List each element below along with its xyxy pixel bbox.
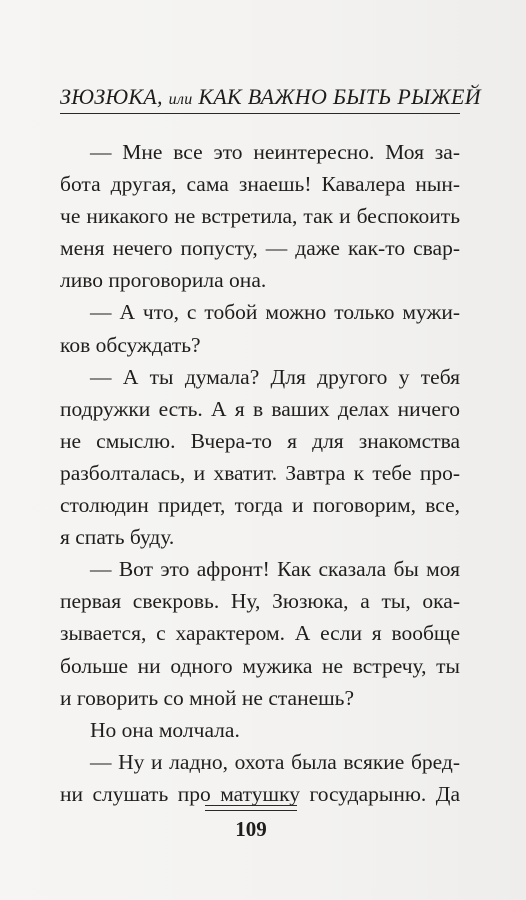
text-line: — Ну и ладно, охота была всякие бред- bbox=[90, 749, 460, 774]
body-text bbox=[60, 136, 460, 810]
running-head-title: ЗЮЗЮКА, bbox=[60, 84, 169, 109]
text-line: я спать буду. bbox=[60, 525, 175, 550]
page-number: 109 bbox=[235, 817, 267, 841]
running-head bbox=[60, 84, 481, 110]
text-line: бота другая, сама знаешь! Кавалера нын- bbox=[60, 172, 460, 197]
text-line: столюдин придет, тогда и поговорим, все, bbox=[60, 493, 460, 518]
header-rule bbox=[60, 113, 460, 114]
text-line: первая свекровь. Ну, Зюзюка, а ты, ока- bbox=[60, 589, 460, 614]
text-line: не смыслю. Вчера-то я для знакомства bbox=[60, 428, 460, 453]
text-line: че никакого не встретила, так и беспокоить bbox=[60, 204, 460, 229]
text-line: Но она молчала. bbox=[90, 717, 240, 742]
text-line: подружки есть. А я в ваших делах ничего bbox=[60, 396, 460, 421]
folio-rule-top bbox=[205, 805, 297, 806]
running-head-subtitle: КАК ВАЖНО БЫТЬ РЫЖЕЙ bbox=[192, 84, 481, 109]
running-head-connector: или bbox=[168, 91, 193, 108]
text-line: — А что, с тобой можно только мужи- bbox=[90, 300, 460, 325]
text-line: — Вот это афронт! Как сказала бы моя bbox=[90, 557, 460, 582]
text-line: и говорить со мной не станешь? bbox=[60, 685, 355, 710]
folio-rule-bottom bbox=[205, 810, 297, 811]
text-line: меня нечего попусту, — даже как-то свар- bbox=[60, 236, 460, 261]
text-line: — А ты думала? Для другого у тебя bbox=[90, 364, 460, 389]
text-line: ливо проговорила она. bbox=[60, 268, 267, 293]
text-line: разболталась, и хватит. Завтра к тебе про- bbox=[60, 460, 460, 485]
text-line: — Мне все это неинтересно. Моя за- bbox=[90, 140, 460, 164]
text-line: больше ни одного мужика не встречу, ты bbox=[60, 653, 460, 678]
text-line: ков обсуждать? bbox=[60, 332, 201, 357]
text-line: ни слушать про матушку государыню. Да bbox=[60, 781, 460, 806]
text-line: зывается, с характером. А если я вообще bbox=[60, 621, 460, 646]
